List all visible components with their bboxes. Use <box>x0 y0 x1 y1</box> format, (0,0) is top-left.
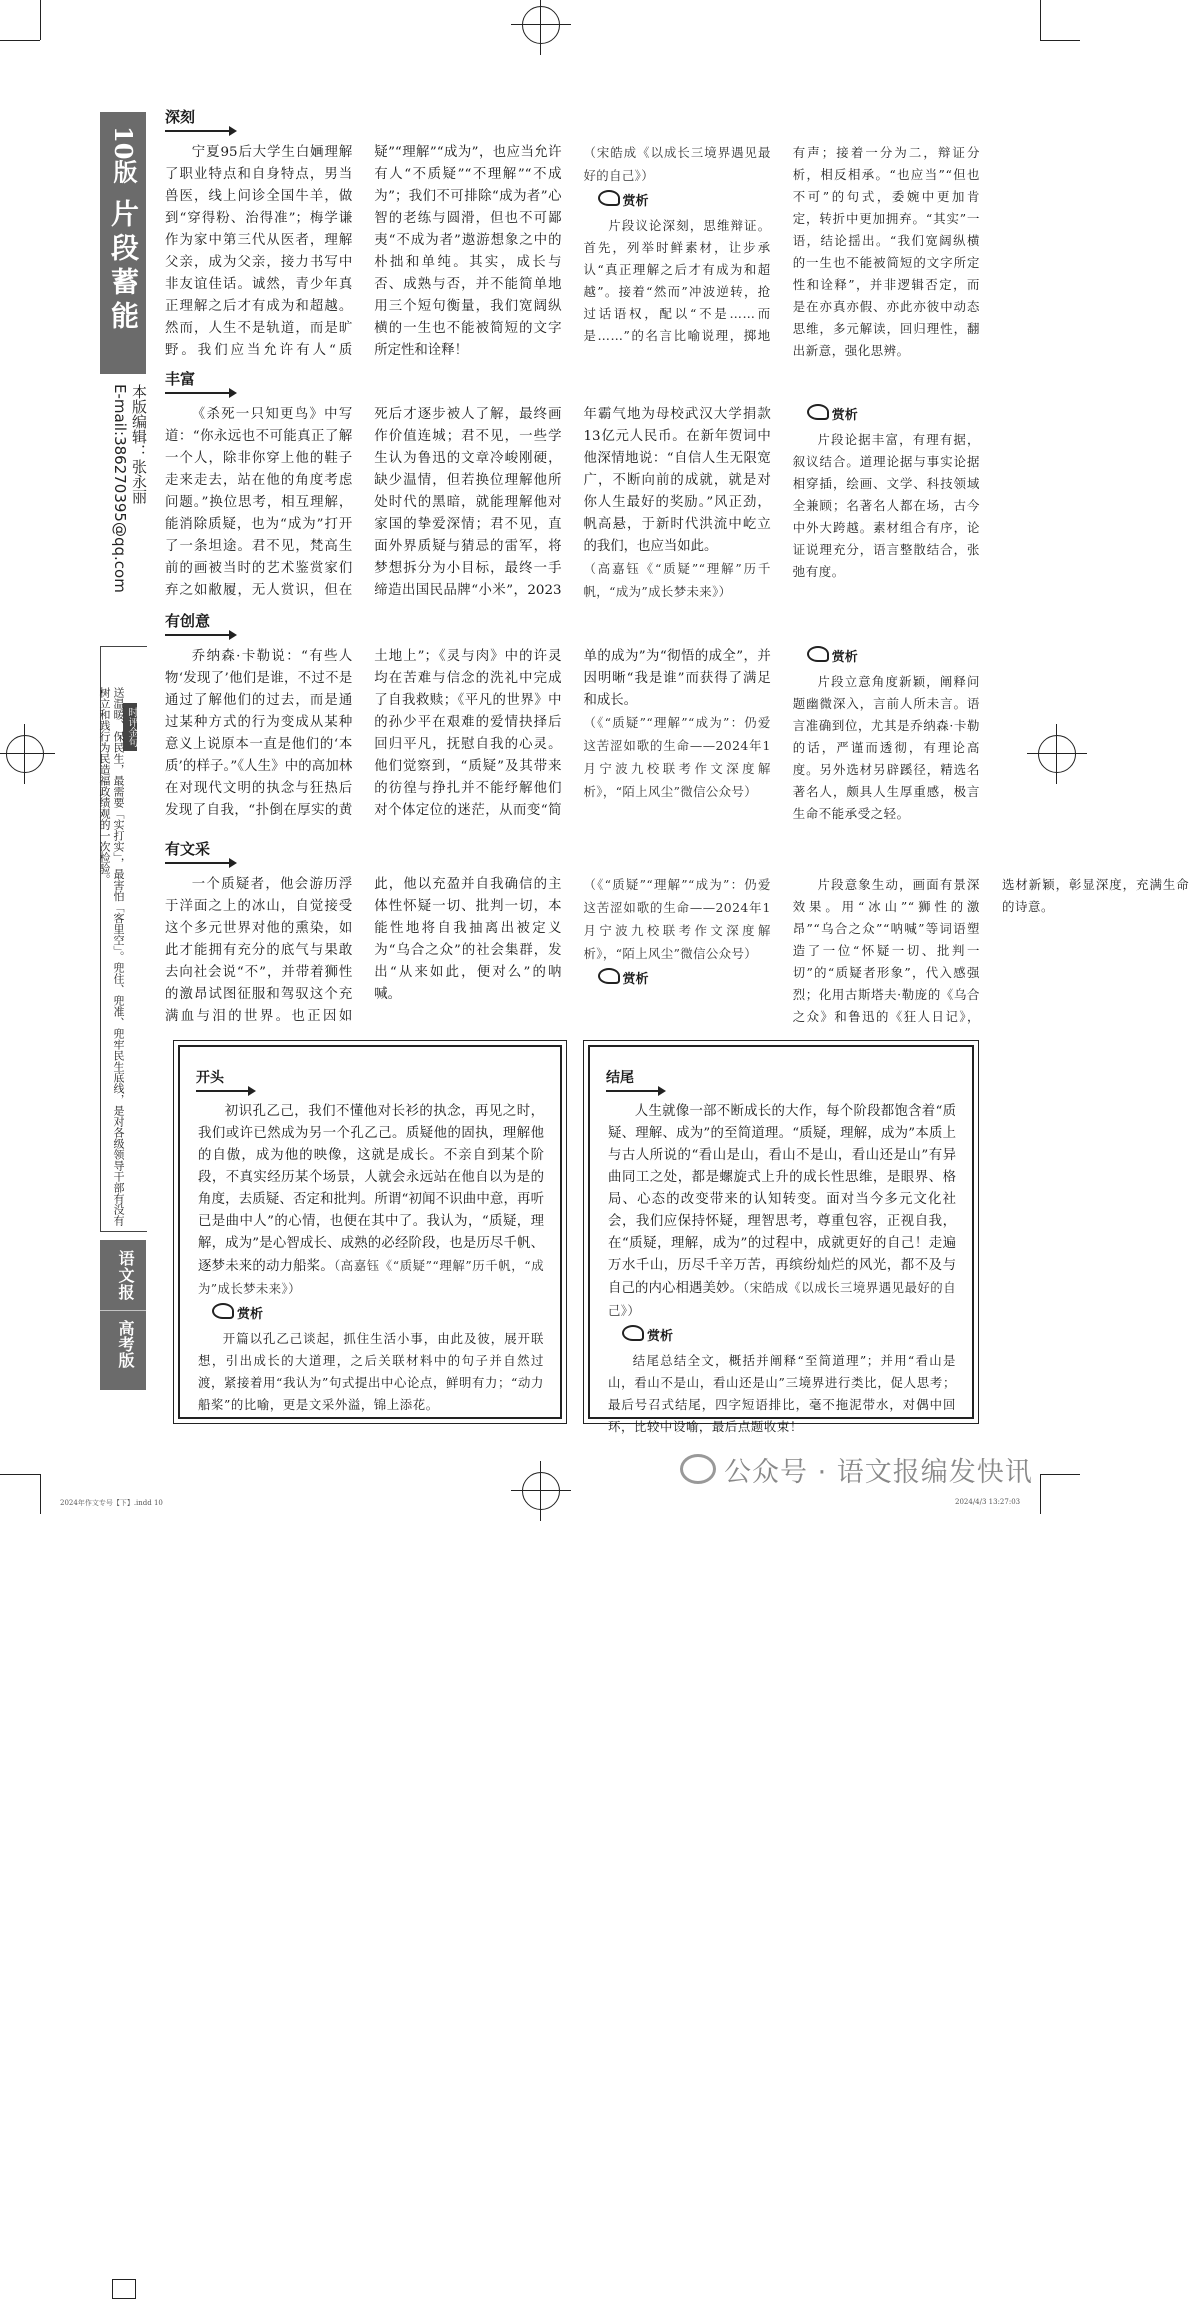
pen-icon <box>212 1303 234 1319</box>
source-citation: （宋皓成《以成长三境界遇见最好的自己》） <box>608 1280 956 1318</box>
banner-box-icon <box>118 2285 130 2293</box>
box-heading-label: 结尾 <box>606 1070 634 1086</box>
crop-mark <box>0 1474 40 1475</box>
section-paragraph: 一个质疑者，他会游历浮于洋面之上的冰山，自觉接受这个多元世界对他的熏染，如此才能拥有充分的底气与果敢去向社会说“不”，并带着狮性的激昂试图征服和驾驭这个充满血与泪的世界。也正因如此，他以充盈并自我确信的主体性怀疑一切、批判一切，本能性地将自我抽离出被定义为“乌合之众”的社会集群，发出“从来如此，便对么”的呐喊。 <box>165 877 562 1024</box>
section-heading <box>165 106 229 132</box>
heading-arrow <box>165 634 229 636</box>
heading-arrow <box>165 862 229 864</box>
box-paragraph <box>198 1101 544 1301</box>
pen-icon <box>622 1325 644 1341</box>
analysis-label <box>807 646 980 669</box>
section-paragraph: 宁夏95后大学生白婳理解了职业特点和自身特点，男当兽医，线上问诊全国牛羊，做到“穿得粉、治得准”；梅学谦作为家中第三代从医者，理解父亲，成为父亲，接力书写中非友谊佳话。诚然，青少年真正理解之后才有成为和超越。然而，人生不是轨道，而是旷野。我们应当允许有人“质疑”“理解”“成为”，也应当允许有人“不质疑”“不理解”“不成为”；我们不可排除“成为者”心智的老练与圆滑，但也不可鄙夷“不成为者”遨游想象之中的朴拙和单纯。其实，成长与否、成熟与否，并不能简单地用三个短句衡量，我们宽阔纵横的一生也不能被简短的文字所定性和诠释！ <box>165 145 562 358</box>
crop-mark <box>1040 1474 1080 1475</box>
box-heading <box>606 1067 658 1092</box>
ending-box <box>588 1045 974 1434</box>
analysis-text: 片段论据丰富，有理有据，叙议结合。道理论据与事实论据相穿插，绘画、文学、科技领域全兼顾；名著名人都在场，古今中外大跨越。素材组合有序，论证说理充分，语言整散结合，张弛有度。 <box>792 432 980 579</box>
section-heading-label: 深刻 <box>165 108 196 126</box>
registration-mark <box>522 6 560 44</box>
analysis-label <box>622 1325 956 1348</box>
section-heading-label: 有创意 <box>165 612 211 630</box>
section-heading <box>165 368 229 394</box>
paper-banner <box>100 1240 146 1390</box>
column-title: 片段蓄能 <box>107 199 140 336</box>
crop-mark <box>1040 40 1080 41</box>
pen-icon <box>807 646 829 662</box>
footer-timestamp: 2024/4/3 13:27:03 <box>955 1498 1021 1506</box>
analysis-text: 开篇以孔乙己谈起，抓住生活小事，由此及彼，展开联想，引出成长的大道理，之后关联材料中的句子并自然过渡，紧接着用“我认为”句式提出中心论点，鲜明有力；“动力船桨”的比喻，更是文采外溢，锦上添花。 <box>198 1331 544 1412</box>
heading-arrow <box>165 130 229 132</box>
box-body <box>198 1101 544 1416</box>
section-body <box>165 404 980 604</box>
analysis-label-text: 赏析 <box>622 194 649 209</box>
edition-name: 高考版 <box>116 1320 135 1368</box>
watermark-text: 公众号 · 语文报编发快讯 <box>724 1457 1033 1488</box>
analysis-label-text: 赏析 <box>831 650 858 665</box>
editor-line: 本版编辑：张永丽 <box>130 384 148 504</box>
crop-mark <box>0 40 40 41</box>
page-number: 10版 <box>109 126 138 184</box>
box-heading <box>196 1067 248 1092</box>
box-text: 人生就像一部不断成长的大作，每个阶段都饱含着“质疑、理解、成为”的至简道理。“质疑，理解，成为”本质上与古人所说的“看山是山，看山不是山，看山还是山”有异曲同工之处，都是螺旋式上升的成长性思维，是眼界、格局、心态的改变带来的认知转变。面对当今多元文化社会，我们应保持怀疑，理智思考，尊重包容，正视自我，在“质疑，理解，成为”的过程中，成就更好的自己！走遍万水千山，历尽千辛万苦，再缤纷灿烂的风光，都不及与自己的内心相遇美妙。 <box>608 1104 956 1296</box>
source-citation: （高嘉钰《“质疑”“理解”历千帆，“成为”成长梦未来》） <box>198 1258 545 1296</box>
watermark <box>680 1450 1033 1489</box>
source-citation: （《“质疑”“理解”“成为”：仍爱这苦涩如歌的生命——2024年1月宁波九校联考作文深度解析》，“陌上风尘”微信公众号） <box>583 715 771 799</box>
pen-icon <box>598 968 620 984</box>
source-citation: （宋皓成《以成长三境界遇见最好的自己》） <box>583 145 771 183</box>
section-heading-label: 有文采 <box>165 840 211 858</box>
banner-divider <box>100 1310 146 1311</box>
section-heading <box>165 610 229 636</box>
section-body <box>165 646 980 826</box>
editor-info <box>104 384 148 634</box>
opening-box <box>178 1045 562 1419</box>
analysis-label-text: 赏析 <box>237 1307 264 1322</box>
section-body <box>165 142 980 362</box>
crop-mark <box>40 1474 41 1514</box>
box-heading-label: 开头 <box>196 1070 224 1086</box>
analysis-label-text: 赏析 <box>622 972 649 987</box>
analysis-text: 结尾总结全文，概括并阐释“至简道理”；并用“看山是山，看山不是山，看山还是山”三境界进行类比，促人思考；最后号召式结尾，四字短语排比，毫不拖泥带水，对偶中回环，比较中设喻，最后点题收束！ <box>608 1353 956 1434</box>
registration-mark <box>522 1472 560 1510</box>
analysis-label <box>212 1303 544 1326</box>
analysis-text: 片段意象生动，画面有景深效果。用“冰山”“狮性的激昂”“乌合之众”“呐喊”等词语塑造了一位“怀疑一切、批判一切”的“质疑者形象”，代入感强烈；化用古斯塔夫·勒庞的《乌合之众》和鲁迅的《狂人日记》，选材新颖，彰显深度，充满生命的诗意。 <box>792 877 1189 1024</box>
analysis-label-text: 赏析 <box>831 408 858 423</box>
section-heading <box>165 838 229 864</box>
box-body <box>608 1101 956 1438</box>
registration-mark <box>6 735 44 773</box>
pen-icon <box>807 404 829 420</box>
quote-tag: 时评金句 <box>123 703 137 751</box>
pen-icon <box>598 190 620 206</box>
paper-name: 语文报 <box>116 1250 135 1301</box>
page-column-banner <box>100 112 146 374</box>
footer-file: 2024年作文专号【下】.indd 10 <box>60 1499 163 1507</box>
heading-arrow <box>606 1090 658 1092</box>
heading-arrow <box>196 1090 248 1092</box>
analysis-label <box>598 190 771 213</box>
section-paragraph: 《杀死一只知更鸟》中写道：“你永远也不可能真正了解一个人，除非你穿上他的鞋子走来走去，站在他的角度考虑问题。”换位思考，相互理解，能消除质疑，也为“成为”打开了一条坦途。君不见，梵高生前的画被当时的艺术鉴赏家们弃之如敝履，无人赏识，但在死后才逐步被人了解，最终画作价值连城；君不见，一些学生认为鲁迅的文章冷峻刚硬，缺少温情，但若换位理解他所处时代的黑暗，就能理解他对家国的挚爱深情；君不见，直面外界质疑与猜忌的雷军，将梦想拆分为小目标，最终一手缔造出国民品牌“小米”，2023年霸气地为母校武汉大学捐款13亿元人民币。在新年贺词中他深情地说：“自信人生无限宽广，不断向前的成就，就是对你人生最好的奖励。”风正劲，帆高悬，于新时代洪流中屹立的我们，也应当如此。 <box>165 407 771 598</box>
box-text: 初识孔乙己，我们不懂他对长衫的执念，再见之时，我们或许已然成为另一个孔乙己。质疑他的固执，理解他的自傲，成为他的映像，这就是成长。不亲自到某个阶段，不真实经历某个场景，人就会永远站在他自以为是的角度，去质疑、否定和批判。所谓“初闻不识曲中意，再听已是曲中人”的心情，也便在其中了。我认为，“质疑，理解，成为”是心智成长、成熟的必经阶段，也是历尽千帆、逐梦未来的动力船桨。 <box>198 1104 544 1274</box>
heading-arrow <box>165 392 229 394</box>
analysis-label <box>598 968 771 991</box>
analysis-label <box>807 404 980 427</box>
analysis-text: 片段立意角度新颖，阐释问题幽微深入，言前人所未言。语言准确到位，尤其是乔纳森·卡勒的话，严谨而透彻，有理论高度。另外选材另辟蹊径，精选名著名人，颇具人生厚重感，极言生命不能承受之轻。 <box>792 674 980 821</box>
section-heading-label: 丰富 <box>165 370 196 388</box>
registration-mark <box>1038 735 1076 773</box>
section-body <box>165 874 1189 1029</box>
crop-mark <box>40 0 41 40</box>
analysis-text: 片段议论深刻，思维辩证。首先，列举时鲜素材，让步承认“真正理解之后才有成为和超越”。接着“然而”冲波逆转，抢过话语权，配以“不是……而是……”的名言比喻说理，掷地有声；接着一分为二，辩证分析，相反相承。“也应当”“但也不可”的句式，委婉中更加肯定，转折中更加拥弃。“其实”一语，结论揺出。“我们宽阔纵横的一生也不能被简短的文字所定性和诠释”，并非逻辑否定，而是在亦真亦假、亦此亦彼中动态思维，多元解读，回归理性，翻出新意，强化思辨。 <box>583 145 980 358</box>
quote-box <box>100 646 147 1232</box>
email-line: E-mail:386270395@qq.com <box>111 384 129 593</box>
source-citation: （高嘉钰《“质疑”“理解”历千帆，“成为”成长梦未来》） <box>583 561 771 599</box>
wechat-icon <box>680 1454 716 1484</box>
section-paragraph: 乔纳森·卡勒说：“有些人物‘发现了’他们是谁，不过不是通过了解他们的过去，而是通过某种方式的行为变成从某种意义上说原本一直是他们的‘本质’的样子。”《人生》中的高加林在对现代文明的执念与狂热后发现了自我，“扑倒在厚实的黄土地上”；《灵与肉》中的许灵均在苦难与信念的洗礼中完成了自我救赎；《平凡的世界》中的孙少平在艰难的爱情抉择后回归平凡，抚慰自我的心灵。他们觉察到，“质疑”及其带来的彷徨与挣扎并不能纾解他们对个体定位的迷茫，从而变“简单的成为”为“彻悟的成全”，并因明晰“我是谁”而获得了满足和成长。 <box>165 649 771 818</box>
analysis-label-text: 赏析 <box>647 1329 674 1344</box>
quote-text: 送温暖、保民生，最需要「实打实」，最害怕「客里空」。兜住、兜准、兜牢民生底线，是对各级领导干部有没有树立和践行为民造福政绩观的一次检验。 <box>98 687 125 1226</box>
crop-mark <box>1040 1474 1041 1514</box>
crop-mark <box>1040 0 1041 40</box>
source-citation: （《“质疑”“理解”“成为”：仍爱这苦涩如歌的生命——2024年1月宁波九校联考作文深度解析》，“陌上风尘”微信公众号） <box>583 877 771 961</box>
box-paragraph <box>608 1101 956 1323</box>
